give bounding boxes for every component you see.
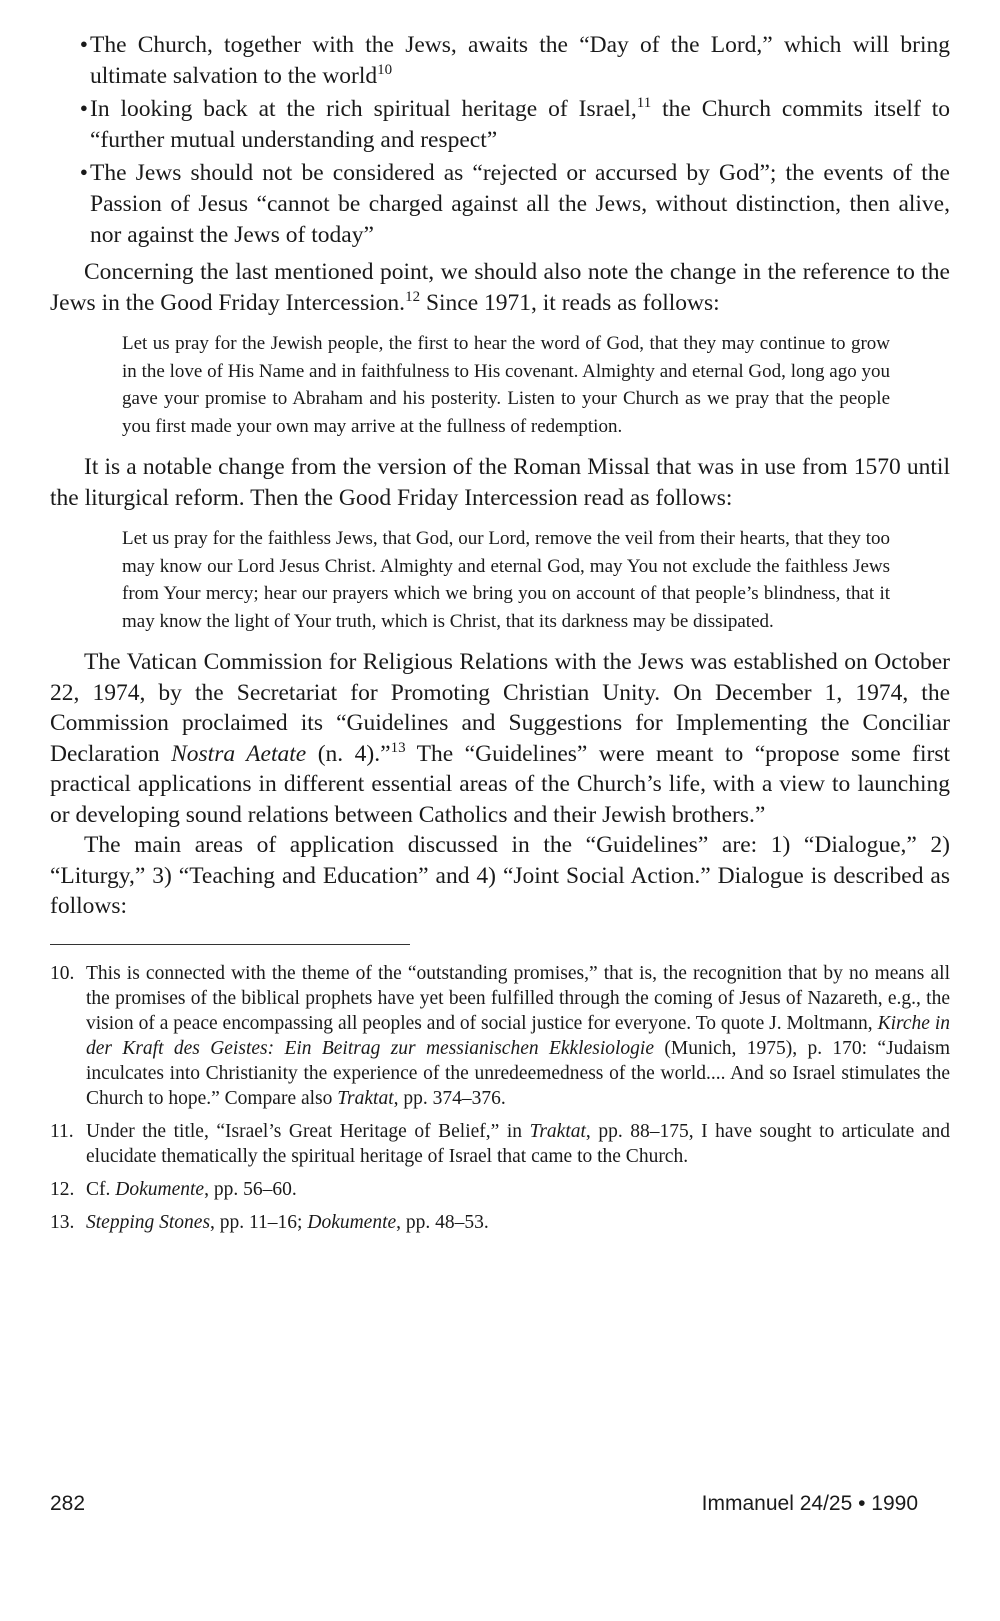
bullet-marker: • (79, 96, 88, 122)
bullet-marker: • (79, 160, 88, 186)
footnote-11: 11. Under the title, “Israel’s Great Heritage of Belief,” in Traktat, pp. 88–175, I have sought to articulate and elucidate thematically the spiritual heritage of Israel that came to the Church. (50, 1120, 950, 1167)
page-number: 282 (50, 1492, 86, 1515)
footnote-divider (50, 944, 410, 945)
paragraph: It is a notable change from the version of the Roman Missal that was in use from 1570 until the liturgical reform. Then the Good Friday Intercession read as follows: (50, 454, 950, 511)
bullet-marker: • (79, 32, 88, 58)
footnote-ref[interactable]: 12 (405, 288, 421, 305)
page-body (50, 30, 950, 1243)
footnote-ref[interactable]: 13 (390, 739, 406, 756)
bullet-item: •The Church, together with the Jews, awaits the “Day of the Lord,” which will bring ultimate salvation to the world$^{10}$ (50, 30, 950, 92)
paragraph: Concerning the last mentioned point, we should also note the change in the reference to the Jews in the Good Friday Intercession.$^{12}$ Since 1971, it reads as follows: (50, 259, 950, 316)
journal-citation: Immanuel 24/25 • 1990 (701, 1492, 918, 1515)
footnote-ref[interactable]: 11 (636, 95, 652, 112)
paragraph: The Vatican Commission for Religious Relations with the Jews was established on October 22, 1974, by the Secretariat for Promoting Christian Unity. On December 1, 1974, the Commission proclaimed its “Guidelines and Suggestions for Implementing the Conciliar Declaration Nostra Aetate (n. 4).”$^{13}$ The “Guidelines” were meant to “propose some first practical applications in different essential areas of the Church’s life, with a view to launching or developing sound relations between Catholics and their Jewish brothers.” (50, 649, 951, 828)
paragraph: The main areas of application discussed in the “Guidelines” are: 1) “Dialogue,” 2) “Liturgy,” 3) “Teaching and Education” and 4) “Joint Social Action.” Dialogue is described as follows: (50, 832, 950, 919)
footnote-13: 13. Stepping Stones, pp. 11–16; Dokumente, pp. 48–53. (50, 1211, 489, 1233)
bullet-item: •In looking back at the rich spiritual heritage of Israel,$^{11}$ the Church commits itself to “further mutual understanding and respect” (50, 94, 950, 156)
footnote-10: 10. This is connected with the theme of the “outstanding promises,” that is, the recognition that by no means all the promises of the biblical prophets have yet been fulfilled through the coming of Jesus of Nazareth, e.g., the vision of a peace encompassing all peoples and of social justice for everyone. To quote J. Moltmann, Kirche in der Kraft des Geistes: Ein Beitrag zur messianischen Ekklesiologie (Munich, 1975), p. 170: “Judaism inculcates into Christianity the experience of the unredeemedness of the world.... And so Israel stimulates the Church to hope.” Compare also Traktat, pp. 374–376. (50, 962, 950, 1109)
block-quote: Let us pray for the faithless Jews, that God, our Lord, remove the veil from their hearts, that they too may know our Lord Jesus Christ. Almighty and eternal God, may You not exclude the faithless Jews from Your mercy; hear our prayers which we bring you on account of that people’s blindness, that it may know the light of Your truth, which is Christ, that its darkness may be dissipated. (122, 528, 890, 632)
footnote-ref[interactable]: 10 (377, 62, 393, 79)
block-quote: Let us pray for the Jewish people, the first to hear the word of God, that they may continue to grow in the love of His Name and in faithfulness to His covenant. Almighty and eternal God, long ago you gave your promise to Abraham and his posterity. Listen to your Church as we pray that the people you first made your own may arrive at the fullness of redemption. (122, 333, 890, 437)
bullet-item: •The Jews should not be considered as “rejected or accursed by God”; the events of the Passion of Jesus “cannot be charged against all the Jews, without distinction, then alive, nor against the Jews of today” (50, 158, 950, 251)
footnote-12: 12. Cf. Dokumente, pp. 56–60. (50, 1178, 297, 1200)
